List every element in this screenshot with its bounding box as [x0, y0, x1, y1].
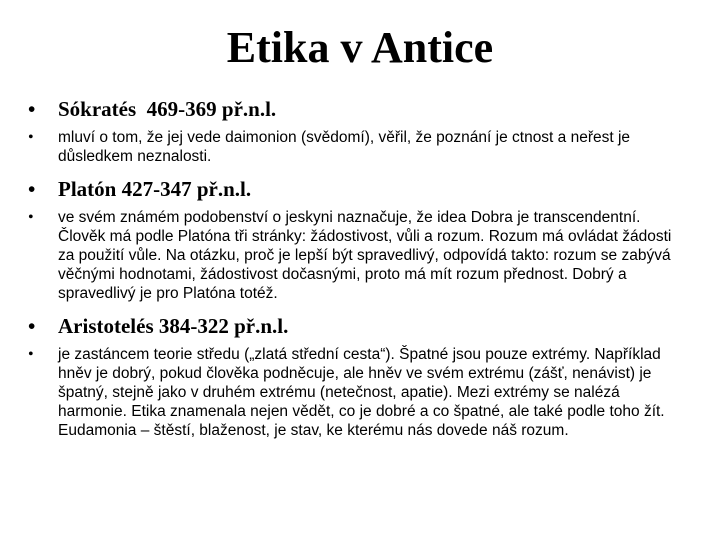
bullet-icon: •	[28, 209, 34, 226]
bullet-icon: •	[28, 314, 36, 338]
section-heading-aristoteles	[28, 313, 696, 339]
section-text-aristoteles	[28, 345, 696, 440]
slide-title: Etika v Antice	[226, 23, 494, 72]
heading-text: Sókratés 469-369 př.n.l.	[58, 97, 277, 121]
bullet-icon: •	[28, 129, 34, 146]
paragraph-text: ve svém známém podobenství o jeskyni naznačuje, že idea Dobra je transcendentní. Člověk má podle Platóna tři stránky: žádostivost, vůli a rozum. Rozum má ovládat žádosti za použití vůle. Na otázku, proč je lepší být spravedlivý, odpovídá takto: rozum se zabývá věčnými hodnotami, žádostivost dočasnými, proto má mít rozum přednost. Dobrý a spravedlivý je pro Platóna totéž.	[58, 209, 672, 302]
paragraph-text: je zastáncem teorie středu („zlatá střední cesta“). Špatné jsou pouze extrémy. Například hněv je dobrý, pokud člověka podněcuje, ale hněv ve svém extrému (zášť, nenávist) je špatný, stejně jako v druhém extrému (netečnost, apatie). Mezi extrémy se nalézá harmonie. Etika znamenala nejen vědět, co je dobré a co špatné, ale také podle toho žít. Eudamonia – štěstí, blaženost, je stav, ke kterému nás dovede náš rozum.	[58, 346, 665, 439]
section-text-platon	[28, 208, 696, 303]
bullet-icon: •	[28, 177, 36, 201]
bullet-icon: •	[28, 97, 36, 121]
section-heading-sokrates	[28, 96, 696, 122]
section-heading-platon	[28, 176, 696, 202]
section-text-sokrates	[28, 128, 696, 166]
slide-content	[28, 96, 696, 440]
paragraph-text: mluví o tom, že jej vede daimonion (svědomí), věřil, že poznání je ctnost a neřest je důsledkem neznalosti.	[58, 129, 631, 165]
bullet-icon: •	[28, 346, 34, 363]
heading-text: Platón 427-347 př.n.l.	[58, 177, 252, 201]
heading-text: Aristotelés 384-322 př.n.l.	[58, 314, 289, 338]
